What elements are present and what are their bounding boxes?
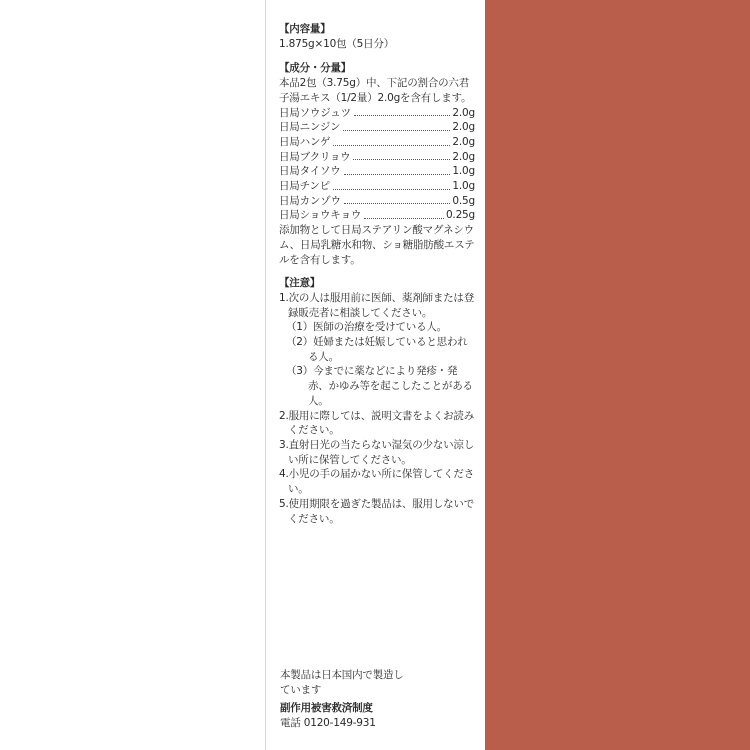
ingredient-row: [279, 179, 475, 194]
ingredient-name: 日局タイソウ: [279, 165, 341, 178]
contents-text: 1.875g×10包（5日分）: [279, 37, 395, 50]
ingredient-amount: 0.25g: [445, 209, 475, 222]
ingredient-row: [279, 135, 475, 150]
ingredients-additives: 添加物として日局ステアリン酸マグネシウム、日局乳糖水和物、ショ糖脂肪酸エステルを含有します。: [279, 224, 475, 266]
ingredient-amount: 2.0g: [452, 106, 475, 119]
ingredient-row: [279, 106, 475, 121]
ingredient-row: [279, 194, 475, 209]
ingredients-intro: 本品2包（3.75g）中、下記の割合の六君子湯エキス（1/2量）2.0gを含有します。: [279, 77, 472, 104]
ingredient-row: [279, 164, 475, 179]
relief-system-title: 副作用被害救済制度: [280, 702, 373, 715]
ingredient-amount: 2.0g: [452, 121, 475, 134]
ingredient-name: 日局ハンゲ: [279, 135, 331, 148]
caution-heading: 【注意】: [279, 277, 321, 290]
ingredient-amount: 1.0g: [452, 165, 475, 178]
relief-phone: 電話 0120-149-931: [280, 717, 376, 730]
ingredient-row: [279, 120, 475, 135]
ingredient-name: 日局チンピ: [279, 180, 330, 193]
caution-subitem-2: （2）妊婦または妊娠していると思われる人。: [286, 336, 468, 363]
ingredient-amount: 2.0g: [452, 150, 475, 163]
ingredient-name: 日局ニンジン: [279, 121, 341, 134]
ingredient-name: 日局ソウジュツ: [279, 106, 351, 119]
ingredient-amount: 1.0g: [452, 180, 475, 193]
ingredient-name: 日局カンゾウ: [279, 194, 341, 207]
caution-subitem-1: （1）医師の治療を受けている人。: [286, 321, 447, 334]
ingredient-amount: 0.5g: [452, 194, 475, 207]
color-stripe: [485, 0, 750, 750]
ingredients-heading: 【成分・分量】: [279, 62, 352, 75]
ingredient-name: 日局ブクリョウ: [279, 150, 351, 163]
label-footer: [280, 668, 470, 731]
ingredient-amount: 2.0g: [452, 135, 475, 148]
caution-item-2: 2.服用に際しては、説明文書をよくお読みください。: [279, 409, 475, 437]
caution-subitem-3: （3）今までに薬などにより発疹・発赤、かゆみ等を起こしたことがある人。: [286, 365, 473, 407]
contents-heading: 【内容量】: [279, 23, 331, 35]
caution-item-3: 3.直射日光の当たらない湿気の少ない涼しい所に保管してください。: [279, 438, 475, 466]
label-content: [279, 22, 475, 526]
made-in-japan-note: 本製品は日本国内で製造しています: [280, 669, 404, 696]
caution-item-4: 4.小児の手の届かない所に保管してください。: [279, 468, 475, 496]
ingredients-list: [279, 106, 475, 224]
ingredient-name: 日局ショウキョウ: [279, 209, 362, 222]
caution-item-5: 5.使用期限を過ぎた製品は、服用しないでください。: [279, 497, 475, 525]
caution-item-1: 1.次の人は服用前に医師、薬剤師または登録販売者に相談してください。: [279, 291, 475, 319]
ingredient-row: [279, 208, 475, 223]
ingredient-row: [279, 150, 475, 165]
